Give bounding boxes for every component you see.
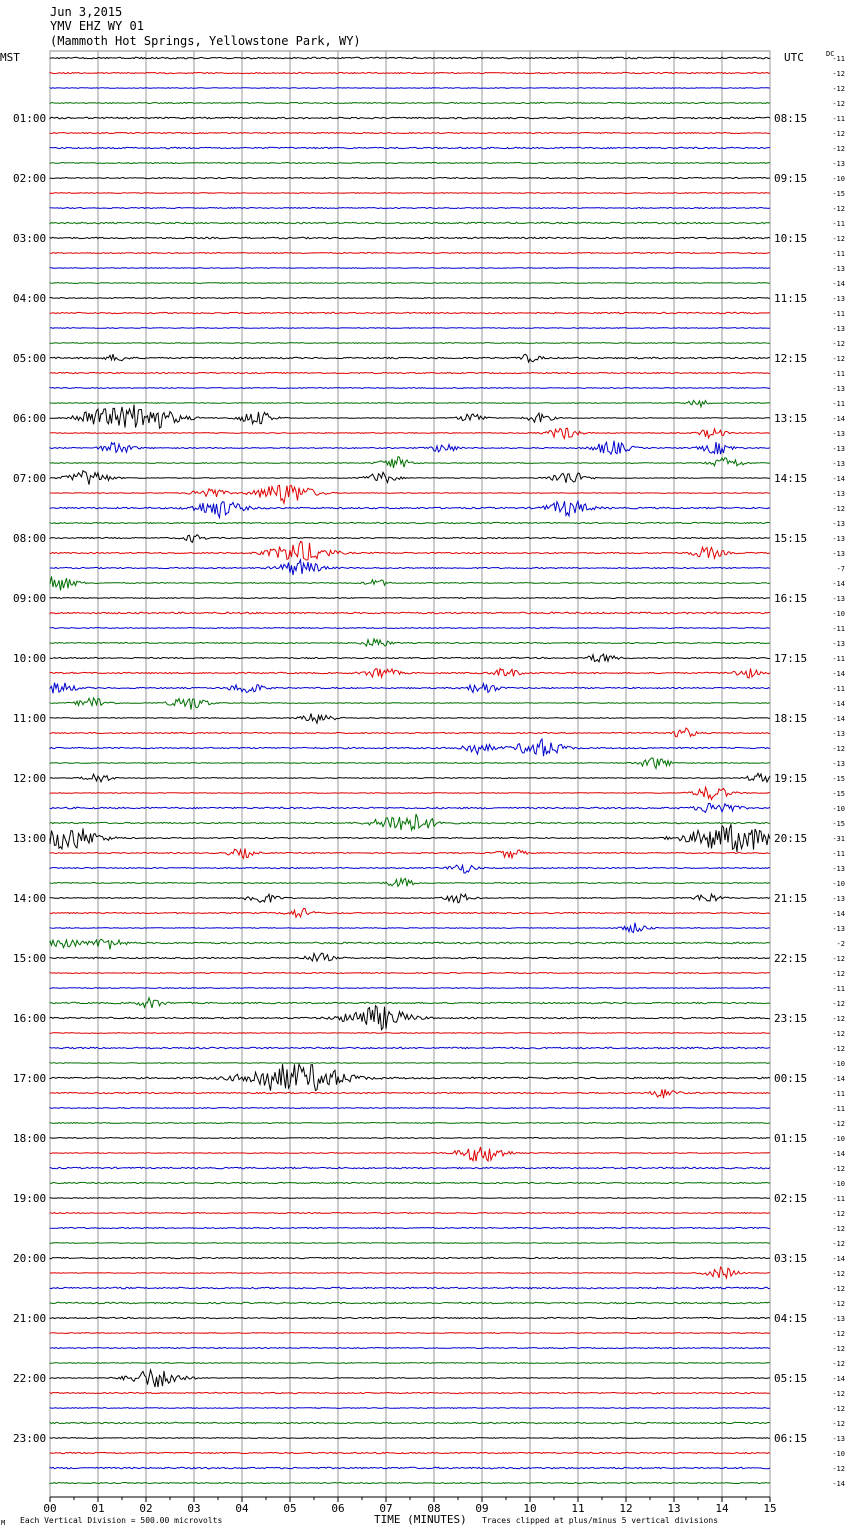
dc-value: -13 xyxy=(832,550,845,558)
utc-label: 18:15 xyxy=(774,712,808,725)
trace-6 xyxy=(50,147,770,148)
dc-value: -14 xyxy=(832,580,845,588)
dc-value: -13 xyxy=(832,490,845,498)
trace-80 xyxy=(50,1257,770,1258)
dc-value: -12 xyxy=(832,1030,845,1038)
utc-label: 16:15 xyxy=(774,592,808,605)
trace-41 xyxy=(50,669,770,679)
header-station: YMV EHZ WY 01 xyxy=(50,19,144,33)
trace-13 xyxy=(50,252,770,253)
trace-82 xyxy=(50,1287,770,1289)
dc-value: -14 xyxy=(832,475,845,483)
trace-37 xyxy=(50,612,770,614)
trace-76 xyxy=(50,1198,770,1199)
utc-axis-title: UTC xyxy=(784,51,804,64)
dc-value: -12 xyxy=(832,745,845,753)
dc-value: -12 xyxy=(832,1300,845,1308)
utc-label: 14:15 xyxy=(774,472,808,485)
dc-value: -12 xyxy=(832,1465,845,1473)
dc-value: -13 xyxy=(832,520,845,528)
trace-56 xyxy=(50,894,770,903)
mst-label: 23:00 xyxy=(13,1432,47,1445)
trace-18 xyxy=(50,328,770,329)
dc-value: -12 xyxy=(832,1270,845,1278)
dc-value: -12 xyxy=(832,145,845,153)
dc-value: -12 xyxy=(832,1405,845,1413)
trace-61 xyxy=(50,973,770,974)
dc-value: -10 xyxy=(832,880,845,888)
x-tick-label: 13 xyxy=(667,1502,681,1515)
utc-label: 05:15 xyxy=(774,1372,808,1385)
mst-label: 12:00 xyxy=(13,772,47,785)
trace-30 xyxy=(50,501,770,517)
dc-value: -10 xyxy=(832,1060,845,1068)
x-tick-label: 01 xyxy=(91,1502,105,1515)
trace-93 xyxy=(50,1452,770,1453)
dc-value: -12 xyxy=(832,1015,845,1023)
trace-47 xyxy=(50,758,770,769)
scale-note: Each Vertical Division = 500.00 microvolts xyxy=(20,1516,223,1525)
utc-label: 12:15 xyxy=(774,352,808,365)
trace-1 xyxy=(50,72,770,73)
trace-88 xyxy=(50,1370,770,1387)
dc-value: -12 xyxy=(832,1045,845,1053)
utc-label: 17:15 xyxy=(774,652,808,665)
dc-value: -7 xyxy=(836,565,845,573)
utc-label: 08:15 xyxy=(774,112,808,125)
dc-value: -12 xyxy=(832,205,845,213)
dc-value: -13 xyxy=(832,430,845,438)
dc-value: -12 xyxy=(832,1390,845,1398)
dc-axis-title: DC xyxy=(826,50,835,58)
mst-label: 04:00 xyxy=(13,292,47,305)
mst-label: 19:00 xyxy=(13,1192,47,1205)
dc-value: -12 xyxy=(832,1420,845,1428)
utc-hour-labels xyxy=(774,112,807,1445)
trace-54 xyxy=(50,865,770,873)
trace-26 xyxy=(50,441,770,454)
dc-value: -13 xyxy=(832,865,845,873)
dc-value: -12 xyxy=(832,355,845,363)
dc-value: -14 xyxy=(832,1375,845,1383)
dc-value: -13 xyxy=(832,895,845,903)
trace-78 xyxy=(50,1227,770,1228)
trace-55 xyxy=(50,879,770,887)
trace-35 xyxy=(50,576,770,590)
utc-label: 23:15 xyxy=(774,1012,808,1025)
dc-value: -11 xyxy=(832,1195,845,1203)
trace-9 xyxy=(50,193,770,194)
dc-value: -31 xyxy=(832,835,845,843)
trace-32 xyxy=(50,535,770,543)
dc-offset-labels xyxy=(832,55,845,1488)
dc-value: -14 xyxy=(832,1255,845,1263)
utc-label: 09:15 xyxy=(774,172,808,185)
dc-value: -12 xyxy=(832,1120,845,1128)
trace-75 xyxy=(50,1182,770,1183)
utc-label: 19:15 xyxy=(774,772,808,785)
trace-48 xyxy=(50,773,770,782)
trace-50 xyxy=(50,803,770,812)
dc-value: -13 xyxy=(832,445,845,453)
mst-label: 15:00 xyxy=(13,952,47,965)
mst-label: 11:00 xyxy=(13,712,47,725)
dc-value: -10 xyxy=(832,805,845,813)
mst-label: 05:00 xyxy=(13,352,47,365)
trace-25 xyxy=(50,428,770,438)
dc-value: -14 xyxy=(832,1480,845,1488)
utc-label: 02:15 xyxy=(774,1192,808,1205)
trace-69 xyxy=(50,1089,770,1098)
dc-value: -13 xyxy=(832,730,845,738)
header-date: Jun 3,2015 xyxy=(50,5,123,19)
dc-value: -14 xyxy=(832,415,845,423)
x-tick-label: 00 xyxy=(43,1502,57,1515)
x-tick-label: 10 xyxy=(523,1502,537,1515)
x-tick-label: 03 xyxy=(187,1502,201,1515)
dc-value: -12 xyxy=(832,505,845,513)
dc-value: -10 xyxy=(832,1180,845,1188)
mst-label: 06:00 xyxy=(13,412,47,425)
dc-value: -13 xyxy=(832,925,845,933)
trace-40 xyxy=(50,654,770,662)
trace-21 xyxy=(50,372,770,373)
trace-43 xyxy=(50,698,770,710)
dc-value: -14 xyxy=(832,910,845,918)
trace-92 xyxy=(50,1438,770,1439)
dc-value: -13 xyxy=(832,295,845,303)
dc-value: -11 xyxy=(832,370,845,378)
trace-28 xyxy=(50,471,770,485)
utc-label: 06:15 xyxy=(774,1432,808,1445)
trace-62 xyxy=(50,988,770,989)
dc-value: -15 xyxy=(832,820,845,828)
utc-label: 21:15 xyxy=(774,892,808,905)
dc-value: -14 xyxy=(832,1150,845,1158)
trace-95 xyxy=(50,1483,770,1484)
trace-19 xyxy=(50,343,770,344)
dc-value: -13 xyxy=(832,595,845,603)
trace-63 xyxy=(50,998,770,1008)
dc-value: -12 xyxy=(832,1210,845,1218)
trace-2 xyxy=(50,88,770,89)
trace-85 xyxy=(50,1333,770,1334)
trace-16 xyxy=(50,298,770,299)
trace-31 xyxy=(50,522,770,523)
x-tick-label: 05 xyxy=(283,1502,297,1515)
mst-label: 03:00 xyxy=(13,232,47,245)
trace-64 xyxy=(50,1006,770,1030)
mst-label: 21:00 xyxy=(13,1312,47,1325)
x-tick-label: 04 xyxy=(235,1502,249,1515)
dc-value: -12 xyxy=(832,1000,845,1008)
dc-value: -11 xyxy=(832,655,845,663)
x-tick-label: 08 xyxy=(427,1502,441,1515)
dc-value: -11 xyxy=(832,220,845,228)
header-location: (Mammoth Hot Springs, Yellowstone Park, WY) xyxy=(50,34,361,48)
x-tick-label: 12 xyxy=(619,1502,633,1515)
dc-value: -13 xyxy=(832,1315,845,1323)
trace-70 xyxy=(50,1108,770,1109)
clip-note: Traces clipped at plus/minus 5 vertical divisions xyxy=(482,1516,719,1525)
utc-label: 00:15 xyxy=(774,1072,808,1085)
trace-71 xyxy=(50,1123,770,1124)
dc-value: -13 xyxy=(832,535,845,543)
dc-value: -12 xyxy=(832,970,845,978)
dc-value: -15 xyxy=(832,775,845,783)
dc-value: -10 xyxy=(832,175,845,183)
mst-label: 08:00 xyxy=(13,532,47,545)
trace-14 xyxy=(50,268,770,269)
trace-22 xyxy=(50,388,770,389)
trace-59 xyxy=(50,939,770,949)
dc-value: -12 xyxy=(832,85,845,93)
trace-46 xyxy=(50,739,770,756)
trace-52 xyxy=(50,824,770,852)
x-tick-label: 09 xyxy=(475,1502,489,1515)
trace-34 xyxy=(50,560,770,575)
mst-hour-labels xyxy=(13,112,46,1445)
mst-label: 10:00 xyxy=(13,652,47,665)
dc-value: -12 xyxy=(832,235,845,243)
dc-value: -14 xyxy=(832,700,845,708)
dc-value: -14 xyxy=(832,670,845,678)
dc-value: -11 xyxy=(832,310,845,318)
dc-value: -2 xyxy=(836,940,845,948)
dc-value: -12 xyxy=(832,1240,845,1248)
trace-91 xyxy=(50,1422,770,1423)
dc-value: -14 xyxy=(832,1075,845,1083)
x-tick-label: 06 xyxy=(331,1502,345,1515)
dc-value: -11 xyxy=(832,1090,845,1098)
utc-label: 04:15 xyxy=(774,1312,808,1325)
trace-74 xyxy=(50,1167,770,1168)
dc-value: -10 xyxy=(832,1450,845,1458)
trace-68 xyxy=(50,1064,770,1090)
utc-label: 15:15 xyxy=(774,532,808,545)
dc-value: -11 xyxy=(832,250,845,258)
dc-value: -11 xyxy=(832,850,845,858)
dc-value: -12 xyxy=(832,1225,845,1233)
dc-value: -12 xyxy=(832,955,845,963)
mst-label: 13:00 xyxy=(13,832,47,845)
trace-66 xyxy=(50,1047,770,1049)
trace-83 xyxy=(50,1302,770,1303)
utc-label: 03:15 xyxy=(774,1252,808,1265)
trace-23 xyxy=(50,400,770,407)
mst-label: 07:00 xyxy=(13,472,47,485)
dc-value: -13 xyxy=(832,640,845,648)
dc-value: -10 xyxy=(832,610,845,618)
dc-value: -11 xyxy=(832,625,845,633)
dc-value: -15 xyxy=(832,790,845,798)
trace-27 xyxy=(50,457,770,468)
trace-49 xyxy=(50,787,770,799)
dc-value: -12 xyxy=(832,1345,845,1353)
trace-3 xyxy=(50,102,770,103)
utc-label: 01:15 xyxy=(774,1132,808,1145)
dc-value: -10 xyxy=(832,1135,845,1143)
trace-84 xyxy=(50,1317,770,1318)
trace-86 xyxy=(50,1348,770,1349)
trace-45 xyxy=(50,728,770,737)
trace-94 xyxy=(50,1467,770,1469)
dc-value: -13 xyxy=(832,160,845,168)
trace-33 xyxy=(50,541,770,560)
mst-label: 22:00 xyxy=(13,1372,47,1385)
trace-11 xyxy=(50,222,770,224)
dc-value: -13 xyxy=(832,265,845,273)
trace-67 xyxy=(50,1063,770,1064)
dc-value: -12 xyxy=(832,340,845,348)
x-axis-title: TIME (MINUTES) xyxy=(374,1513,467,1526)
trace-79 xyxy=(50,1243,770,1244)
trace-81 xyxy=(50,1267,770,1278)
x-tick-label: 11 xyxy=(571,1502,585,1515)
dc-value: -12 xyxy=(832,100,845,108)
dc-value: -12 xyxy=(832,1330,845,1338)
trace-72 xyxy=(50,1138,770,1139)
trace-8 xyxy=(50,177,770,178)
dc-value: -14 xyxy=(832,280,845,288)
dc-value: -13 xyxy=(832,1435,845,1443)
dc-value: -13 xyxy=(832,760,845,768)
utc-label: 22:15 xyxy=(774,952,808,965)
mst-label: 02:00 xyxy=(13,172,47,185)
utc-label: 13:15 xyxy=(774,412,808,425)
mst-label: 20:00 xyxy=(13,1252,47,1265)
trace-24 xyxy=(50,405,770,429)
mst-label: 17:00 xyxy=(13,1072,47,1085)
dc-value: -12 xyxy=(832,1360,845,1368)
mst-label: 16:00 xyxy=(13,1012,47,1025)
dc-value: -11 xyxy=(832,55,845,63)
trace-36 xyxy=(50,598,770,599)
x-tick-label: 07 xyxy=(379,1502,393,1515)
mst-label: 01:00 xyxy=(13,112,47,125)
mst-label: 14:00 xyxy=(13,892,47,905)
trace-65 xyxy=(50,1033,770,1034)
trace-20 xyxy=(50,354,770,362)
dc-value: -13 xyxy=(832,385,845,393)
dc-value: -12 xyxy=(832,1165,845,1173)
dc-value: -12 xyxy=(832,130,845,138)
mst-label: 09:00 xyxy=(13,592,47,605)
dc-value: -11 xyxy=(832,685,845,693)
x-tick-label: 02 xyxy=(139,1502,153,1515)
trace-12 xyxy=(50,237,770,238)
trace-15 xyxy=(50,283,770,284)
trace-42 xyxy=(50,683,770,694)
dc-value: -11 xyxy=(832,1105,845,1113)
dc-value: -15 xyxy=(832,190,845,198)
x-tick-label: 15 xyxy=(763,1502,777,1515)
x-tick-label: 14 xyxy=(715,1502,729,1515)
trace-0 xyxy=(50,57,770,59)
utc-label: 20:15 xyxy=(774,832,808,845)
dc-value: -13 xyxy=(832,460,845,468)
dc-value: -11 xyxy=(832,400,845,408)
trace-51 xyxy=(50,814,770,830)
trace-17 xyxy=(50,312,770,313)
trace-77 xyxy=(50,1213,770,1214)
trace-39 xyxy=(50,639,770,646)
dc-value: -14 xyxy=(832,715,845,723)
trace-60 xyxy=(50,953,770,961)
trace-90 xyxy=(50,1408,770,1409)
trace-89 xyxy=(50,1392,770,1393)
dc-value: -11 xyxy=(832,115,845,123)
trace-44 xyxy=(50,714,770,724)
trace-10 xyxy=(50,208,770,209)
dc-value: -12 xyxy=(832,1285,845,1293)
mst-label: 18:00 xyxy=(13,1132,47,1145)
trace-5 xyxy=(50,133,770,134)
dc-value: -11 xyxy=(832,985,845,993)
trace-53 xyxy=(50,848,770,858)
trace-57 xyxy=(50,908,770,917)
dc-value: -13 xyxy=(832,325,845,333)
trace-58 xyxy=(50,923,770,933)
mst-axis-title: MST xyxy=(0,51,20,64)
trace-4 xyxy=(50,117,770,119)
trace-87 xyxy=(50,1363,770,1364)
trace-7 xyxy=(50,163,770,164)
footer-icon: M xyxy=(1,1519,6,1527)
seismic-traces xyxy=(50,57,770,1483)
trace-29 xyxy=(50,485,770,503)
trace-38 xyxy=(50,628,770,629)
dc-value: -12 xyxy=(832,70,845,78)
utc-label: 10:15 xyxy=(774,232,808,245)
trace-73 xyxy=(50,1147,770,1161)
utc-label: 11:15 xyxy=(774,292,808,305)
